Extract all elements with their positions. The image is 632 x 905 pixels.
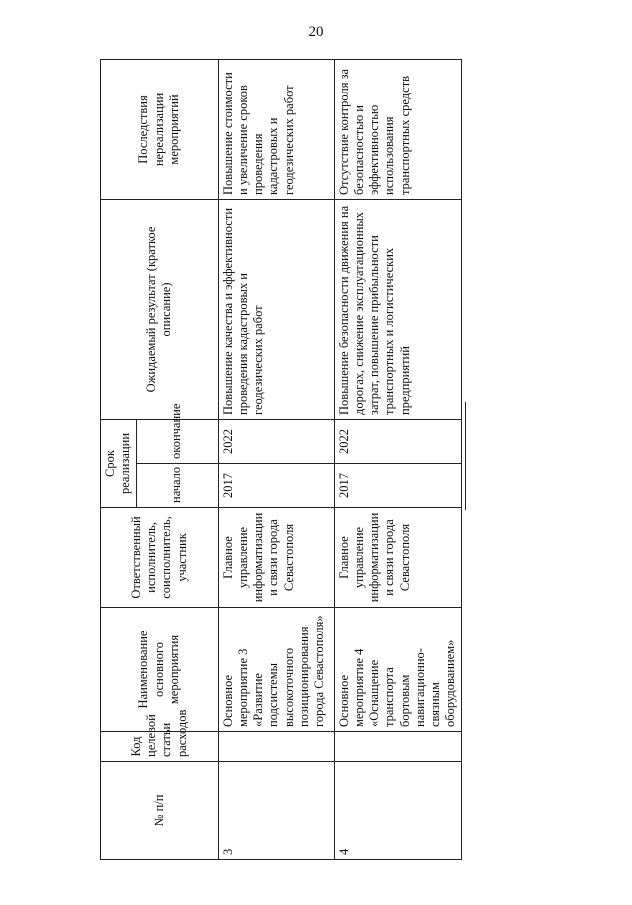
cell-consequences: Повышение стоимости и увеличение сроков проведения кадастровых и геодезических работ bbox=[218, 59, 334, 199]
cell-start: 2017 bbox=[218, 464, 334, 508]
header-name: Наименование основного мероприятия bbox=[101, 608, 219, 732]
separator-line bbox=[465, 402, 466, 510]
cell-consequences: Отсутствие контроля за безопасностью и эффективностью использования транспортных средств bbox=[334, 59, 461, 199]
header-consequences: Последствия нереализации мероприятий bbox=[101, 59, 219, 199]
page-number: 20 bbox=[308, 24, 324, 40]
cell-code bbox=[334, 732, 461, 762]
header-end: окончание bbox=[136, 419, 218, 463]
cell-end: 2022 bbox=[218, 419, 334, 463]
header-start: начало bbox=[136, 464, 218, 508]
cell-start: 2017 bbox=[334, 464, 461, 508]
cell-name: Основное мероприятие 3 «Развитие подсистемы высокоточного позиционирования города Севастополя» bbox=[218, 608, 334, 732]
cell-responsible: Главное управление информатизации и связи города Севастополя bbox=[218, 508, 334, 608]
header-code: Код целевой статьи расходов bbox=[101, 732, 219, 762]
header-num: № п/п bbox=[101, 762, 219, 860]
cell-end: 2022 bbox=[334, 419, 461, 463]
cell-responsible: Главное управление информатизации и связи города Севастополя bbox=[334, 508, 461, 608]
cell-num: 4 bbox=[334, 762, 461, 860]
cell-result: Повышение безопасности движения на дорогах, снижение эксплуатационных затрат, повышение прибыльности транспортных и логистических предприятий bbox=[334, 199, 461, 419]
header-responsible: Ответственный исполнитель, соисполнитель, участник bbox=[101, 508, 219, 608]
cell-num: 3 bbox=[218, 762, 334, 860]
table-row bbox=[218, 59, 334, 859]
table-row bbox=[334, 59, 461, 859]
cell-code bbox=[218, 732, 334, 762]
measures-table bbox=[100, 59, 462, 860]
rotated-table-container bbox=[100, 60, 458, 860]
header-period: Срок реализации bbox=[101, 419, 137, 507]
cell-result: Повышение качества и эффективности проведения кадастровых и геодезических работ bbox=[218, 199, 334, 419]
cell-name: Основное мероприятие 4 «Оснащение транспорта бортовым навигационно-связным оборудованием» bbox=[334, 608, 461, 732]
header-result: Ожидаемый результат (краткое описание) bbox=[101, 199, 219, 419]
